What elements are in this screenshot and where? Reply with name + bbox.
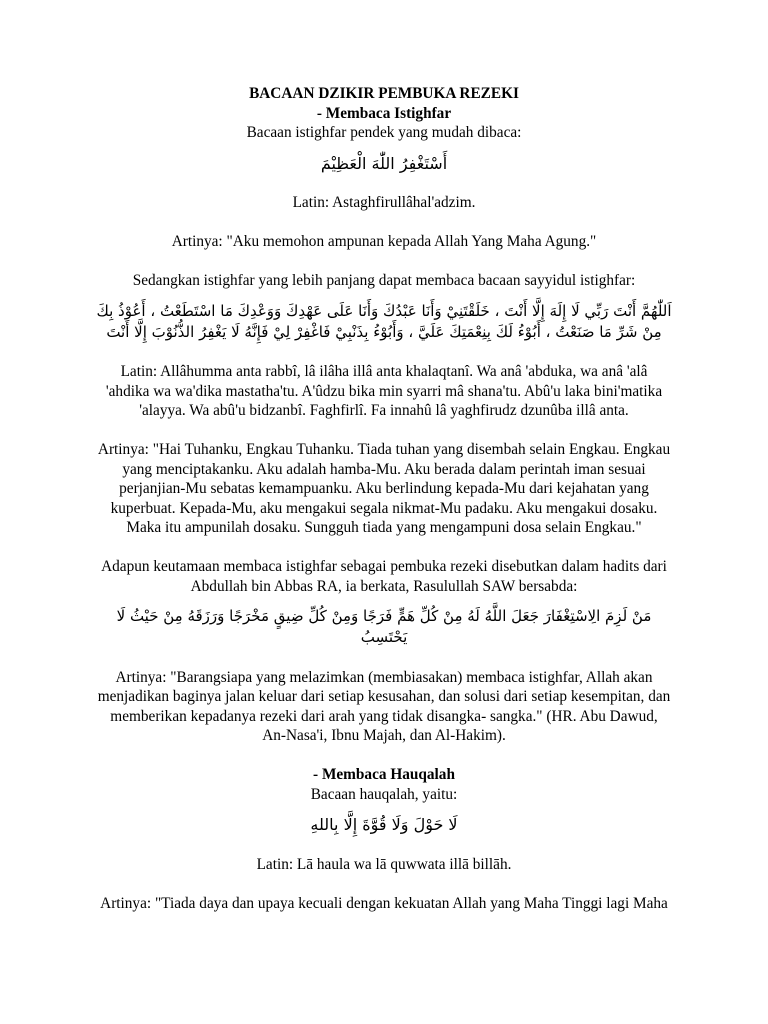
hauqalah-latin: Latin: Lā haula wa lā quwwata illā billāh. — [256, 855, 512, 873]
sayyidul-istighfar-intro: Sedangkan istighfar yang lebih panjang dapat membaca bacaan sayyidul istighfar: — [132, 272, 636, 289]
hadith-arabic-line-1: مَنْ لَزِمَ الِاسْتِغْفَارَ جَعَلَ اللَّهُ لَهُ مِنْ كُلِّ هَمٍّ فَرَجًا وَمِنْ كُلِّ ضِيقٍ مَخْرَجًا وَرَزَقَهُ مِنْ حَيْثُ لَا — [116, 607, 652, 625]
sayyidul-istighfar-latin-line-3: 'alayya. Wa abû'u bidzanbî. Faghfirlî. Fa innahû lâ yaghfirudz dzunûba illâ anta. — [139, 402, 629, 419]
sayyidul-istighfar-arabic-line-1: اَللّٰهُمَّ أَنْتَ رَبِّي لَا إِلَهَ إِلَّا أَنْتَ ، خَلَقْتَنِيْ وَأَنَا عَبْدُكَ وَأَنَا عَلَى عَهْدِكَ وَوَعْدِكَ مَا اسْتَطَعْتُ ، أَعُوْذُ بِكَ — [96, 301, 672, 320]
section-heading-hauqalah: - Membaca Hauqalah — [313, 766, 455, 783]
hauqalah-intro: Bacaan hauqalah, yaitu: — [310, 785, 458, 803]
sayyidul-istighfar-latin-line-1: Latin: Allâhumma anta rabbî, lâ ilâha illâ anta khalaqtanî. Wa anâ 'abduka, wa anâ 'alâ — [120, 363, 648, 380]
hadith-meaning-line-1: Artinya: "Barangsiapa yang melazimkan (membiasakan) membaca istighfar, Allah akan — [115, 668, 653, 686]
sayyidul-istighfar-latin-line-2: 'ahdika wa wa'dika mastatha'tu. A'ûdzu bika min syarri mâ shana'tu. Abû'u laka bini'matika — [105, 382, 663, 400]
hadith-arabic-line-2: يَحْتَسِبُ — [360, 628, 408, 646]
hauqalah-arabic: لَا حَوْلَ وَلَا قُوَّةَ إِلَّا بِاللهِ — [310, 815, 458, 834]
hadith-meaning-line-4: An-Nasa'i, Ibnu Majah, dan Al-Hakim). — [262, 727, 506, 744]
istighfar-arabic-short: أَسْتَغْفِرُ اللّٰهَ الْعَظِيْمَ — [320, 153, 448, 173]
hadith-meaning-line-3: memberikan kepadanya rezeki dari arah yang tidak disangka- sangka." (HR. Abu Dawud, — [110, 707, 658, 725]
sayyidul-istighfar-meaning-line-1: Artinya: "Hai Tuhanku, Engkau Tuhanku. Tiada tuhan yang disembah selain Engkau. Engkau — [97, 441, 671, 458]
sayyidul-istighfar-meaning-line-4: kuperbuat. Kepada-Mu, aku mengakui segala nikmat-Mu padaku. Aku mengakui dosaku. — [110, 499, 658, 517]
document-page — [86, 84, 682, 913]
document-title: BACAAN DZIKIR PEMBUKA REZEKI — [249, 85, 519, 102]
sayyidul-istighfar-meaning-line-5: Maka itu ampunilah dosaku. Sungguh tiada yang mengampuni dosa selain Engkau." — [126, 519, 642, 536]
sayyidul-istighfar-arabic-line-2: مِنْ شَرِّ مَا صَنَعْتُ ، أَبُوْءُ لَكَ بِنِعْمَتِكَ عَلَيَّ ، وَأَبُوْءُ بِذَنْبِيْ فَاغْفِرْ لِيْ فَإِنَّهُ لَا يَغْفِرُ الذُّنُوْبَ إِلَّا أَنْتَ — [106, 322, 662, 341]
istighfar-meaning-short: Artinya: "Aku memohon ampunan kepada Allah Yang Maha Agung." — [171, 233, 597, 250]
section-heading-istighfar: - Membaca Istighfar — [316, 104, 452, 122]
sayyidul-istighfar-meaning-line-2: yang menciptakanku. Aku adalah hamba-Mu. Aku berada dalam perintah iman sesuai — [122, 460, 646, 478]
hadith-intro-line-1: Adapun keutamaan membaca istighfar sebagai pembuka rezeki disebutkan dalam hadits dari — [101, 558, 667, 575]
hauqalah-meaning: Artinya: "Tiada daya dan upaya kecuali dengan kekuatan Allah yang Maha Tinggi lagi Maha — [100, 894, 668, 912]
sayyidul-istighfar-meaning-line-3: perjanjian-Mu sebatas kemampuanku. Aku berlindung kepada-Mu dari kejahatan yang — [119, 480, 649, 497]
istighfar-latin-short: Latin: Astaghfirullâhal'adzim. — [292, 194, 476, 211]
hadith-meaning-line-2: menjadikan baginya jalan keluar dari setiap kesusahan, dan solusi dari setiap kesempitan, dan — [97, 688, 671, 705]
istighfar-intro: Bacaan istighfar pendek yang mudah dibaca: — [246, 124, 522, 141]
hadith-intro-line-2: Abdullah bin Abbas RA, ia berkata, Rasulullah SAW bersabda: — [190, 577, 578, 595]
